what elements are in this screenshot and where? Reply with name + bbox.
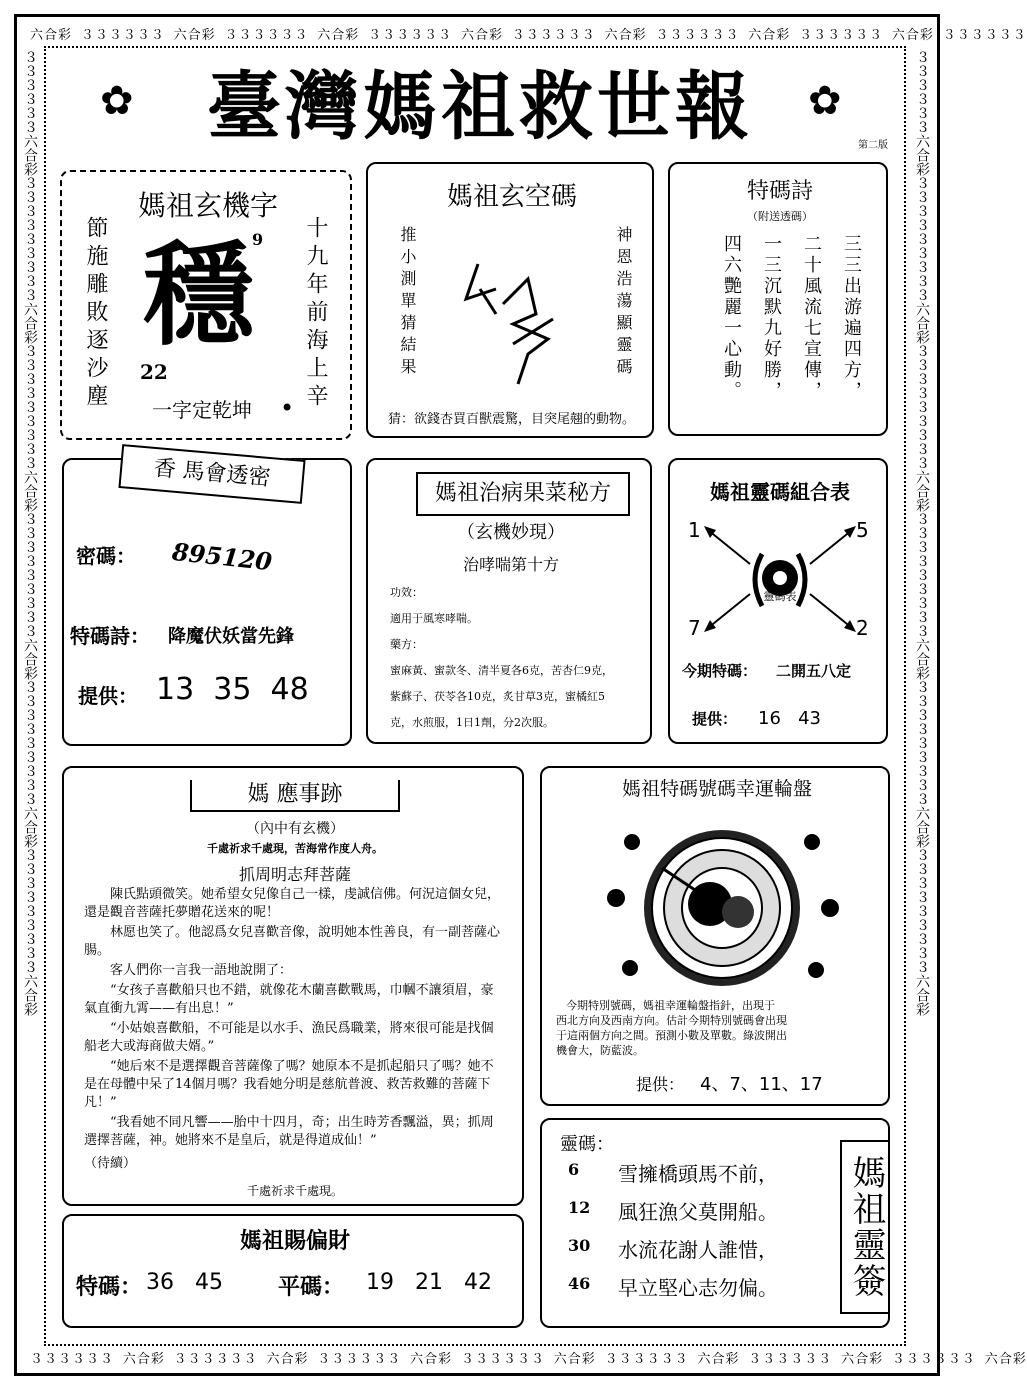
- combo-n5: 5: [856, 518, 869, 542]
- lingma-row-num: 6: [568, 1160, 580, 1179]
- poem-subtitle: （附送透碼）: [747, 210, 813, 223]
- story-paragraph: 客人們你一言我一語地說開了：: [110, 963, 293, 978]
- xianggang-provide-value: 13 35 48: [156, 672, 309, 707]
- xuanji-character: 穩: [142, 230, 254, 361]
- combo-provide-label: 提供：: [692, 710, 738, 728]
- story-badge: 媽 應事跡: [190, 780, 400, 812]
- xuanji-caption: 一字定乾坤: [152, 398, 252, 422]
- lingma-row-text: 早立堅心志勿偏。: [618, 1276, 778, 1300]
- poem-col-1: 三三出游遍四方，: [841, 234, 862, 402]
- poem-box: [668, 162, 888, 436]
- remedy-heading: 治哮喘第十方: [462, 555, 559, 574]
- lingma-row-num: 46: [568, 1274, 591, 1293]
- wheel-text-line4: 機會大，防藍波。: [556, 1044, 644, 1057]
- remedy-recipe-line3: 克，水煎服，1日1劑，分2次服。: [390, 716, 554, 729]
- remedy-recipe-line2: 紫蘇子、茯苓各10克，炙甘草3克，蜜橘紅5: [390, 690, 605, 703]
- xianggang-box: [62, 455, 352, 746]
- lingma-row-num: 12: [568, 1198, 591, 1217]
- remedy-effect-text: 適用于風寒哮喘。: [390, 612, 478, 625]
- lingma-row-text: 風狂漁父莫開船。: [618, 1200, 778, 1224]
- story-footer: 千處祈求千處現。: [246, 1184, 343, 1198]
- combo-n7: 7: [688, 616, 701, 640]
- story-paragraph: “小姑娘喜歡船，不可能是以水手、漁民爲職業，將來很可能是找個船老大或海商做夫婿。”: [84, 1021, 494, 1054]
- xuanji-left-poem: 節施雕敗逐沙塵: [83, 216, 108, 412]
- snake-glyph-icon: [458, 244, 568, 384]
- combo-box: [668, 458, 888, 744]
- fortune-title: 媽祖賜偏財: [239, 1228, 350, 1254]
- border-top-text: 六合彩 ３３３３３３ 六合彩 ３３３３３３ 六合彩 ３３３３３３ 六合彩 ３３３３３３ 六合彩 ３３３３３３ 六合彩 ３３３３３３ 六合彩 ３３３３３３: [30, 28, 1027, 43]
- wheel-box: [540, 766, 890, 1106]
- poem-title: 特碼詩: [746, 179, 813, 204]
- wheel-text-line1: 今期特別號碼，媽祖幸運輪盤指針，出現于: [566, 999, 775, 1012]
- xuankong-riddle: 猜：欲錢杏買百獸震驚，目突尾翹的動物。: [388, 412, 636, 427]
- lingma-row-text: 水流花謝人誰惜，: [618, 1238, 778, 1262]
- combo-n2: 2: [856, 616, 869, 640]
- story-box: [62, 766, 524, 1206]
- wheel-provide-label: 提供：: [636, 1075, 685, 1094]
- lingma-row-text: 雪擁橋頭馬不前，: [618, 1162, 778, 1186]
- xianggang-poem-label: 特碼詩：: [70, 624, 150, 648]
- xuanji-right-poem: 十九年前海上辛: [303, 216, 328, 412]
- xuanji-dot: •: [280, 394, 295, 422]
- xianggang-poem-value: 降魔伏妖當先鋒: [168, 626, 294, 647]
- wheel-text-line2: 西北方向及西南方向。估計今期特別號碼會出現: [556, 1014, 787, 1027]
- flower-left-icon: ✿: [100, 78, 134, 124]
- story-paragraph: “她后來不是選擇觀音菩薩像了嗎？她原本不是抓起船只了嗎？她不是在母體中呆了14個月嗎？我看她分明是慈航普渡、救苦救難的菩薩下凡！”: [84, 1059, 494, 1110]
- story-heading: 抓周明志拜菩薩: [238, 865, 351, 884]
- xianggang-badge: 香 馬會透密: [118, 444, 305, 504]
- border-bottom-text: ３３３３３３ 六合彩 ３３３３３３ 六合彩 ３３３３３３ 六合彩 ３３３３３３ 六合彩 ３３３３３３ 六合彩 ３３３３３３ 六合彩 ３３３３３３ 六合彩: [30, 1352, 1027, 1367]
- wheel-provide-value: 4、7、11、17: [700, 1074, 823, 1095]
- remedy-title: 媽祖治病果菜秘方: [416, 472, 630, 516]
- edition-label: 第二版: [858, 140, 888, 151]
- fortune-normal-label: 平碼：: [278, 1274, 345, 1300]
- xuankong-box: [366, 162, 654, 438]
- lingma-title: 靈碼：: [560, 1134, 614, 1155]
- xianggang-provide-label: 提供：: [78, 684, 138, 708]
- fortune-box: [62, 1214, 524, 1328]
- combo-provide-value: 16 43: [758, 708, 821, 729]
- remedy-effect-label: 功效：: [390, 586, 423, 599]
- story-continued: （待續）: [84, 1156, 137, 1171]
- remedy-box: [366, 458, 652, 744]
- xianggang-code-value: 895120: [170, 536, 274, 577]
- remedy-recipe-label: 藥方：: [390, 638, 423, 651]
- fortune-normal-value: 19 21 42: [366, 1270, 492, 1295]
- story-paragraph: 林愿也笑了。他認爲女兒喜歡音像，說明她本性善良，有一副菩薩心腸。: [84, 925, 501, 958]
- combo-special-value: 二開五八定: [776, 662, 852, 680]
- combo-n1: 1: [688, 518, 701, 542]
- remedy-subtitle: （玄機妙現）: [457, 522, 565, 543]
- fortune-special-value: 36 45: [146, 1270, 223, 1295]
- combo-title: 媽祖靈碼組合表: [710, 480, 850, 504]
- xuanji-num-bottom: 22: [140, 360, 168, 384]
- fortune-special-label: 特碼：: [76, 1274, 143, 1300]
- xuankong-right-col: 神恩浩蕩顯靈碼: [614, 226, 633, 380]
- lingma-box: [540, 1118, 890, 1328]
- combo-special-label: 今期特碼：: [682, 662, 758, 680]
- poem-col-3: 一三沉默九好勝，: [761, 234, 782, 402]
- xuankong-title: 媽祖玄空碼: [446, 182, 577, 212]
- flower-right-icon: ✿: [808, 78, 842, 124]
- xuanji-title: 媽祖玄機字: [137, 189, 278, 222]
- border-left-text: ３３３３３３六合彩３３３３３３３３３六合彩３３３３３３３３３六合彩３３３３３３３３３六合彩３３３３３３３３３六合彩３３３３３３３３３六合彩: [22, 50, 38, 1016]
- wheel-text-line3: 于這兩個方向之間。預測小數及單數。綠波開出: [556, 1029, 787, 1042]
- story-paragraph: “女孩子喜歡船只也不錯，就像花木蘭喜歡戰馬，巾幗不讓須眉，豪氣直衝九霄——有出息！”: [84, 983, 494, 1016]
- lingma-row-num: 30: [568, 1236, 591, 1255]
- border-right-text: ３３３３３３六合彩３３３３３３３３３六合彩３３３３３３３３３六合彩３３３３３３３３３六合彩３３３３３３３３３六合彩３３３３３３３３３六合彩: [914, 50, 930, 1016]
- masthead-title: 臺灣媽祖救世報: [207, 64, 753, 150]
- roulette-wheel-icon: [602, 808, 842, 1008]
- wheel-title: 媽祖特碼號碼幸運輪盤: [621, 778, 812, 800]
- story-paragraph: “我看她不同凡響——胎中十四月，奇；出生時芳香飄溢，異；抓周選擇菩薩，神。她將來不是皇后，就是得道成仙！”: [84, 1115, 494, 1148]
- poem-col-2: 二十風流七宣傳，: [801, 234, 822, 402]
- story-paragraph: 陳氏點頭微笑。她希望女兒像自己一樣，虔誠信佛。何況這個女兒，還是觀音菩薩托夢贈花送來的呢！: [84, 887, 501, 920]
- story-subtitle: （內中有玄機）: [246, 821, 344, 837]
- xuanji-num-top: 9: [252, 230, 264, 249]
- xuanji-box: [60, 170, 352, 440]
- lingma-side-label: 媽祖靈簽: [840, 1140, 890, 1314]
- story-motto: 千處祈求千處現，苦海常作度人舟。: [207, 842, 383, 855]
- poem-col-4: 四六艷麗一心動。: [721, 234, 742, 402]
- xuankong-left-col: 推小測單猜結果: [398, 226, 417, 380]
- xianggang-code-label: 密碼：: [76, 544, 136, 568]
- combo-center-label: 靈碼表: [763, 590, 797, 603]
- combo-arrows-icon: [700, 524, 860, 634]
- remedy-recipe-line1: 蜜麻黃、蜜款冬、清半夏各6克，苦杏仁9克，: [390, 664, 613, 677]
